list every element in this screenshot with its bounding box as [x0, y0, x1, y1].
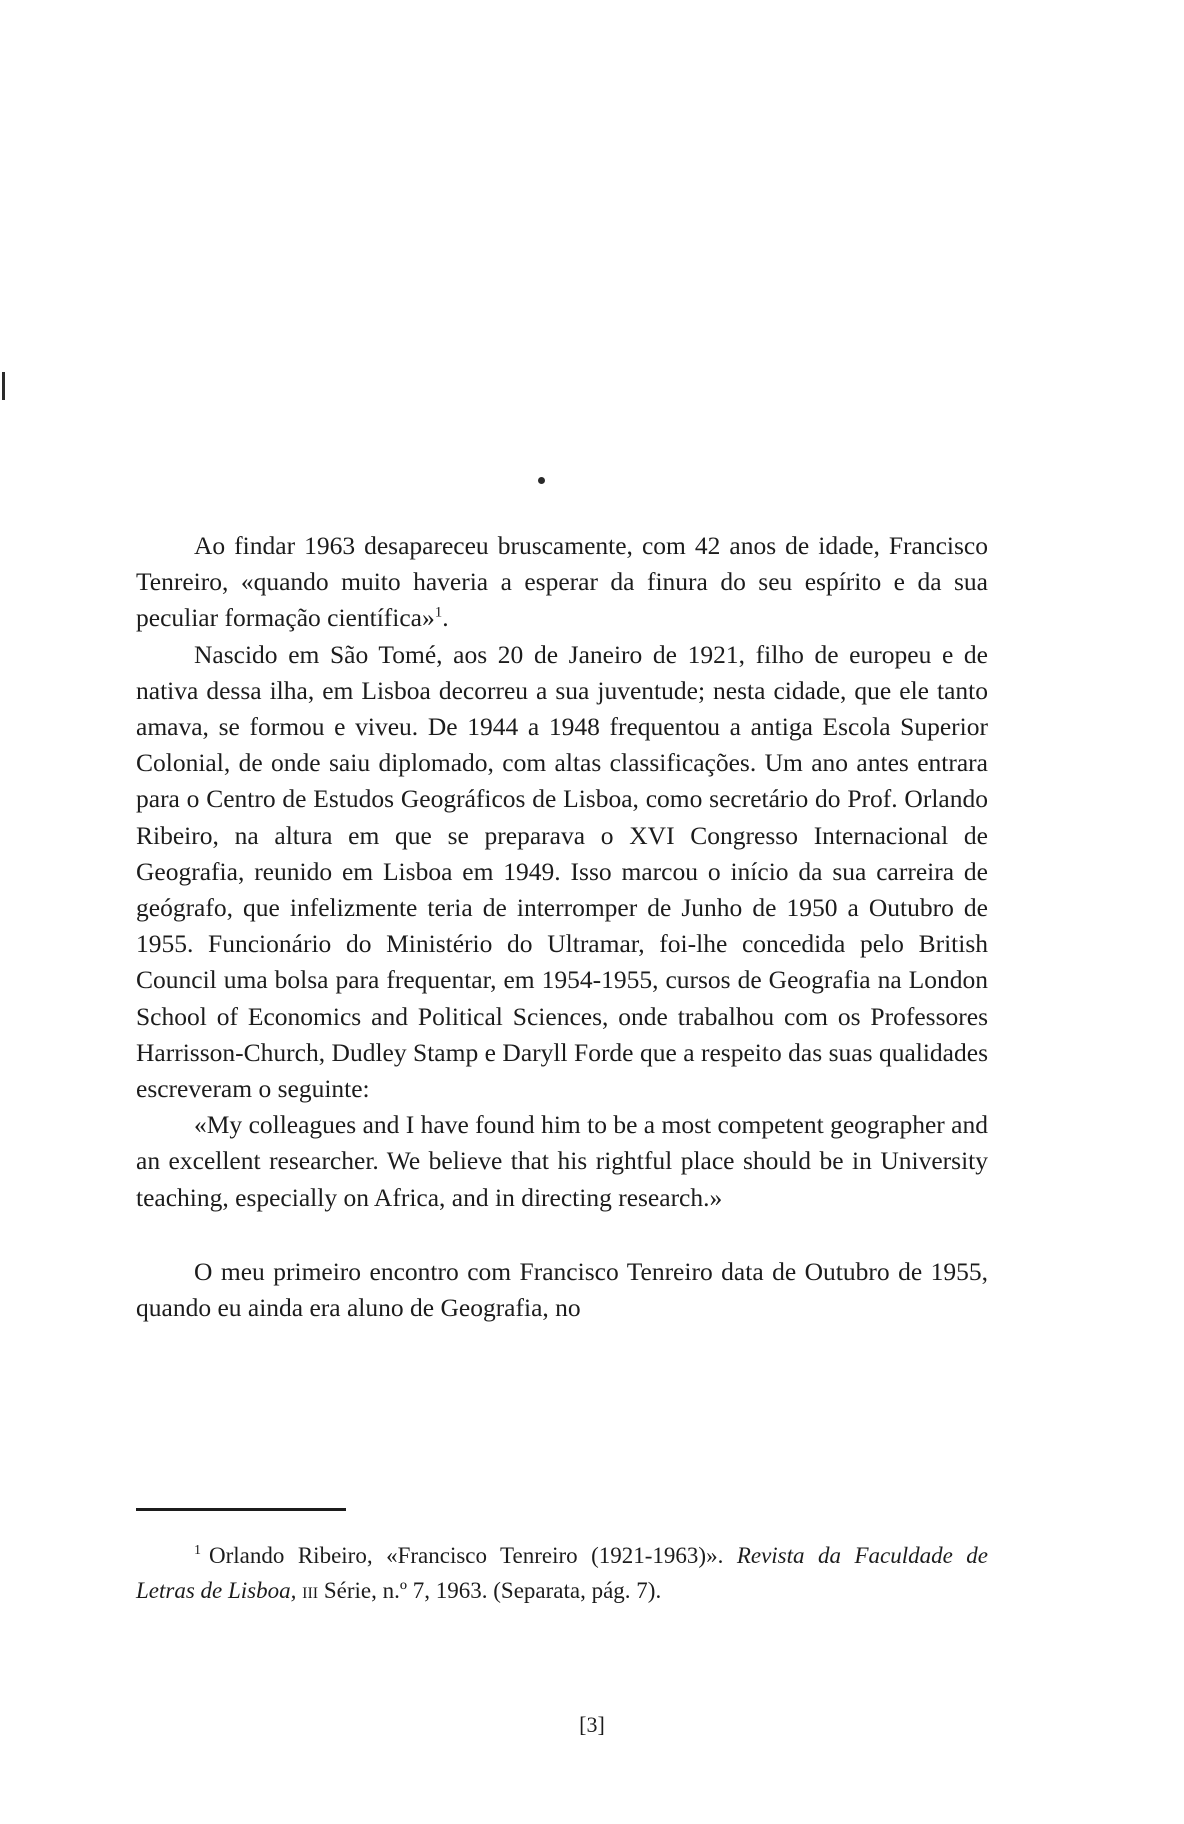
- margin-mark: [2, 372, 5, 400]
- paragraph-intro: [136, 528, 988, 637]
- footnote-reference[interactable]: 1: [434, 604, 443, 621]
- footnote-divider: [136, 1508, 346, 1511]
- paragraph-first-encounter: O meu primeiro encontro com Francisco Tenreiro data de Outubro de 1955, quando eu ainda era aluno de Geografia, no: [136, 1256, 988, 1323]
- footnote-number: 1: [194, 1543, 201, 1559]
- footnote-1: [136, 1538, 988, 1608]
- paragraph-biography: Nascido em São Tomé, aos 20 de Janeiro de 1921, filho de europeu e de nativa dessa ilha, em Lisboa decorreu a sua juventude; nesta cidade, que ele tanto amava, se formou e viveu. De 1944 a 1948 frequentou a antiga Escola Superior Colonial, de onde saiu diplomado, com altas classificações. Um ano antes entrara para o Centro de Estudos Geográficos de Lisboa, como secretário do Prof. Orlando Ribeiro, na altura em que se preparava o XVI Congresso Internacional de Geografia, reunido em Lisboa em 1949. Isso marcou o início da sua carreira de geógrafo, que infelizmente teria de interromper de Junho de 1950 a Outubro de 1955. Funcionário do Ministério do Ultramar, foi-lhe concedida pelo British Council uma bolsa para frequentar, em 1954-1955, cursos de Geografia na London School of Economics and Political Sciences, onde trabalhou com os Professores Harrisson-Church, Dudley Stamp e Daryll Forde que a respeito das suas qualidades escreveram o seguinte:: [136, 639, 988, 1104]
- footnote-author: Orlando Ribeiro,: [209, 1543, 373, 1568]
- paragraph-intro-text: Ao findar 1963 desapareceu bruscamente, com 42 anos de idade, Francisco Tenreiro, «quando muito haveria a esperar da finura do seu espírito e da sua peculiar formação científica»: [136, 531, 988, 633]
- paragraph-gap: [136, 1216, 988, 1254]
- bullet-mark: [538, 477, 545, 484]
- body-text: [136, 528, 988, 1326]
- footnote-journal: Revista da Faculdade de Letras de Lisboa,: [136, 1543, 989, 1603]
- page-number: [3]: [579, 1712, 605, 1737]
- footnote-title: «Francisco Tenreiro (1921-1963)».: [386, 1543, 724, 1568]
- paragraph-quote: «My colleagues and I have found him to be a most competent geographer and an excellent researcher. We believe that his rightful place should be in University teaching, especially on Africa, and in directing research.»: [136, 1110, 988, 1212]
- footnotes: [136, 1538, 988, 1608]
- footnote-details: Série, n.º 7, 1963. (Separata, pág. 7).: [323, 1578, 662, 1603]
- footnote-series-numeral: iii: [302, 1578, 319, 1603]
- paragraph-intro-end: .: [442, 603, 449, 633]
